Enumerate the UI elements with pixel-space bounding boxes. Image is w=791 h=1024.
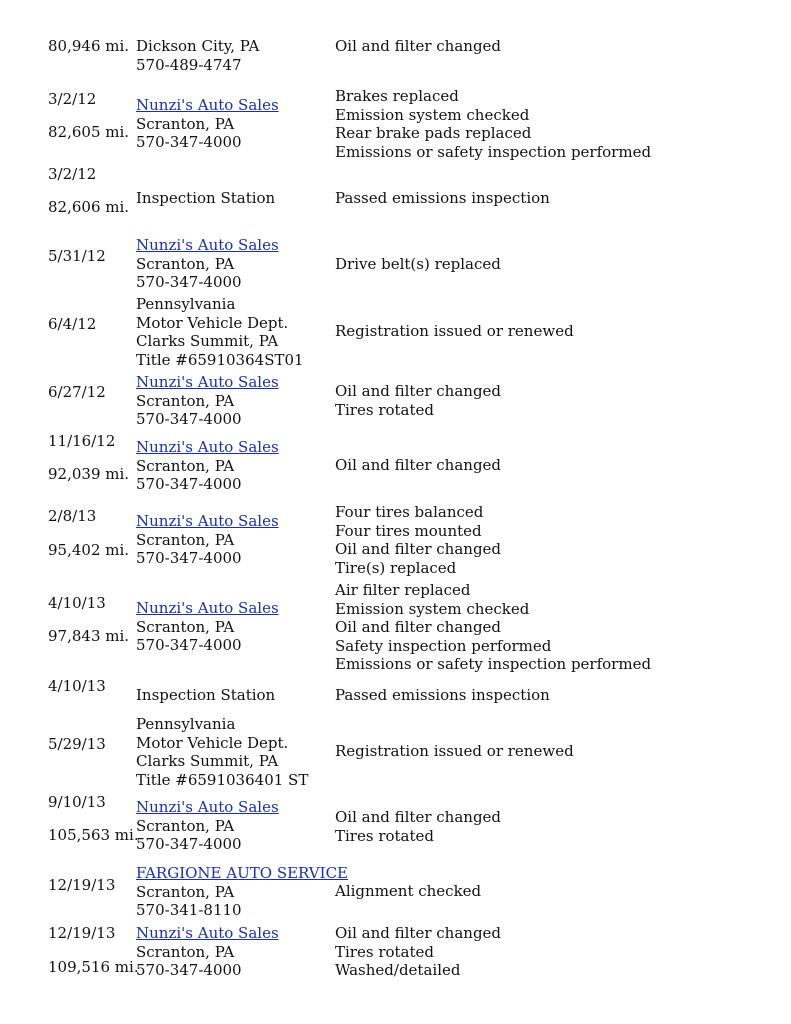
record-source bbox=[136, 373, 279, 429]
event-line: Oil and filter changed bbox=[335, 618, 502, 636]
source-line: 570-347-4000 bbox=[136, 835, 242, 853]
event-line: Emission system checked bbox=[335, 105, 530, 124]
source-line: 570-489-4747 bbox=[136, 55, 242, 74]
source-line: Clarks Summit, PA bbox=[136, 752, 279, 770]
source-link[interactable]: Nunzi's Auto Sales bbox=[136, 798, 279, 816]
event-line: Four tires mounted bbox=[335, 521, 482, 540]
record-date: 9/10/13 bbox=[48, 793, 106, 811]
record-date: 12/19/13 bbox=[48, 924, 116, 942]
record-mileage: 92,039 mi. bbox=[48, 465, 130, 483]
record-source bbox=[136, 512, 279, 568]
record-source bbox=[136, 924, 279, 980]
event-line: Washed/detailed bbox=[335, 961, 461, 979]
record-source bbox=[136, 599, 279, 655]
source-line: Scranton, PA bbox=[136, 942, 235, 961]
source-line: Dickson City, PA bbox=[136, 37, 260, 55]
event-line: Emission system checked bbox=[335, 599, 530, 618]
record-events bbox=[335, 808, 501, 845]
source-link[interactable]: Nunzi's Auto Sales bbox=[136, 599, 279, 617]
record-date: 2/8/13 bbox=[48, 507, 97, 525]
source-line: Motor Vehicle Dept. bbox=[136, 733, 289, 752]
source-line: Scranton, PA bbox=[136, 391, 235, 410]
event-line: Oil and filter changed bbox=[335, 808, 502, 826]
record-date: 6/27/12 bbox=[48, 383, 106, 401]
record-date: 5/29/13 bbox=[48, 735, 106, 753]
record-mileage: 97,843 mi. bbox=[48, 627, 130, 645]
event-line: Tires rotated bbox=[335, 826, 434, 845]
record-events bbox=[335, 924, 501, 980]
record-date: 3/2/12 bbox=[48, 90, 97, 108]
event-line: Rear brake pads replaced bbox=[335, 124, 532, 142]
record-events bbox=[335, 882, 481, 901]
event-line: Emissions or safety inspection performed bbox=[335, 142, 652, 161]
record-mileage: 105,563 mi. bbox=[48, 826, 139, 844]
event-line: Air filter replaced bbox=[335, 581, 471, 599]
record-events bbox=[335, 87, 651, 161]
record-source bbox=[136, 864, 348, 920]
source-line: 570-347-4000 bbox=[136, 410, 242, 428]
event-line: Registration issued or renewed bbox=[335, 742, 574, 760]
record-source bbox=[136, 96, 279, 152]
source-line: 570-347-4000 bbox=[136, 636, 242, 654]
record-date: 4/10/13 bbox=[48, 677, 106, 695]
source-line: 570-341-8110 bbox=[136, 901, 242, 919]
event-line: Tires rotated bbox=[335, 400, 434, 419]
record-date: 4/10/13 bbox=[48, 594, 106, 612]
source-line: Motor Vehicle Dept. bbox=[136, 313, 289, 332]
record-source bbox=[136, 37, 259, 74]
source-line: Clarks Summit, PA bbox=[136, 332, 279, 350]
source-line: 570-347-4000 bbox=[136, 133, 242, 151]
source-line: Pennsylvania bbox=[136, 715, 236, 733]
source-line: Scranton, PA bbox=[136, 882, 235, 901]
record-source bbox=[136, 715, 308, 789]
record-events bbox=[335, 189, 550, 208]
record-events bbox=[335, 456, 501, 475]
event-line: Oil and filter changed bbox=[335, 37, 502, 55]
event-line: Four tires balanced bbox=[335, 503, 484, 521]
source-line: Scranton, PA bbox=[136, 617, 235, 636]
event-line: Safety inspection performed bbox=[335, 636, 552, 655]
record-source bbox=[136, 686, 275, 705]
record-events bbox=[335, 322, 574, 341]
record-events bbox=[335, 503, 501, 577]
source-line: Scranton, PA bbox=[136, 456, 235, 475]
record-events bbox=[335, 37, 501, 56]
record-mileage: 109,516 mi. bbox=[48, 958, 139, 976]
source-link[interactable]: Nunzi's Auto Sales bbox=[136, 236, 279, 254]
source-line: Scranton, PA bbox=[136, 254, 235, 273]
source-link[interactable]: Nunzi's Auto Sales bbox=[136, 96, 279, 114]
source-line: 570-347-4000 bbox=[136, 549, 242, 567]
record-mileage: 80,946 mi. bbox=[48, 37, 130, 55]
event-line: Oil and filter changed bbox=[335, 924, 502, 942]
record-date: 3/2/12 bbox=[48, 165, 97, 183]
record-mileage: 82,605 mi. bbox=[48, 123, 130, 141]
source-link[interactable]: Nunzi's Auto Sales bbox=[136, 373, 279, 391]
record-events bbox=[335, 742, 574, 761]
source-line: Title #65910364ST01 bbox=[136, 350, 304, 369]
event-line: Oil and filter changed bbox=[335, 540, 502, 558]
record-mileage: 82,606 mi. bbox=[48, 198, 130, 216]
event-line: Drive belt(s) replaced bbox=[335, 255, 501, 273]
source-line: Scranton, PA bbox=[136, 114, 235, 133]
event-line: Passed emissions inspection bbox=[335, 189, 550, 207]
event-line: Emissions or safety inspection performed bbox=[335, 655, 652, 673]
record-events bbox=[335, 581, 651, 674]
record-date: 11/16/12 bbox=[48, 432, 116, 450]
record-events bbox=[335, 686, 550, 705]
event-line: Tires rotated bbox=[335, 942, 434, 961]
event-line: Oil and filter changed bbox=[335, 456, 502, 474]
source-line: 570-347-4000 bbox=[136, 475, 242, 493]
event-line: Passed emissions inspection bbox=[335, 686, 550, 704]
record-events bbox=[335, 382, 501, 419]
record-source bbox=[136, 189, 275, 208]
source-line: Scranton, PA bbox=[136, 816, 235, 835]
source-line: Scranton, PA bbox=[136, 530, 235, 549]
source-line: Inspection Station bbox=[136, 686, 276, 704]
source-line: Pennsylvania bbox=[136, 295, 236, 313]
event-line: Brakes replaced bbox=[335, 87, 459, 105]
event-line: Registration issued or renewed bbox=[335, 322, 574, 340]
source-link[interactable]: Nunzi's Auto Sales bbox=[136, 438, 279, 456]
source-line: Title #6591036401 ST bbox=[136, 770, 309, 789]
record-mileage: 95,402 mi. bbox=[48, 541, 130, 559]
source-line: 570-347-4000 bbox=[136, 961, 242, 979]
event-line: Tire(s) replaced bbox=[335, 558, 457, 577]
source-link[interactable]: Nunzi's Auto Sales bbox=[136, 924, 279, 942]
source-line: Inspection Station bbox=[136, 189, 276, 207]
record-date: 5/31/12 bbox=[48, 247, 106, 265]
record-date: 6/4/12 bbox=[48, 315, 97, 333]
event-line: Alignment checked bbox=[335, 882, 482, 900]
source-line: 570-347-4000 bbox=[136, 273, 242, 291]
record-date: 12/19/13 bbox=[48, 876, 116, 894]
record-source bbox=[136, 295, 304, 369]
record-source bbox=[136, 798, 279, 854]
record-source bbox=[136, 438, 279, 494]
event-line: Oil and filter changed bbox=[335, 382, 502, 400]
source-link[interactable]: FARGIONE AUTO SERVICE bbox=[136, 864, 348, 882]
record-source bbox=[136, 236, 279, 292]
source-link[interactable]: Nunzi's Auto Sales bbox=[136, 512, 279, 530]
record-events bbox=[335, 255, 501, 274]
